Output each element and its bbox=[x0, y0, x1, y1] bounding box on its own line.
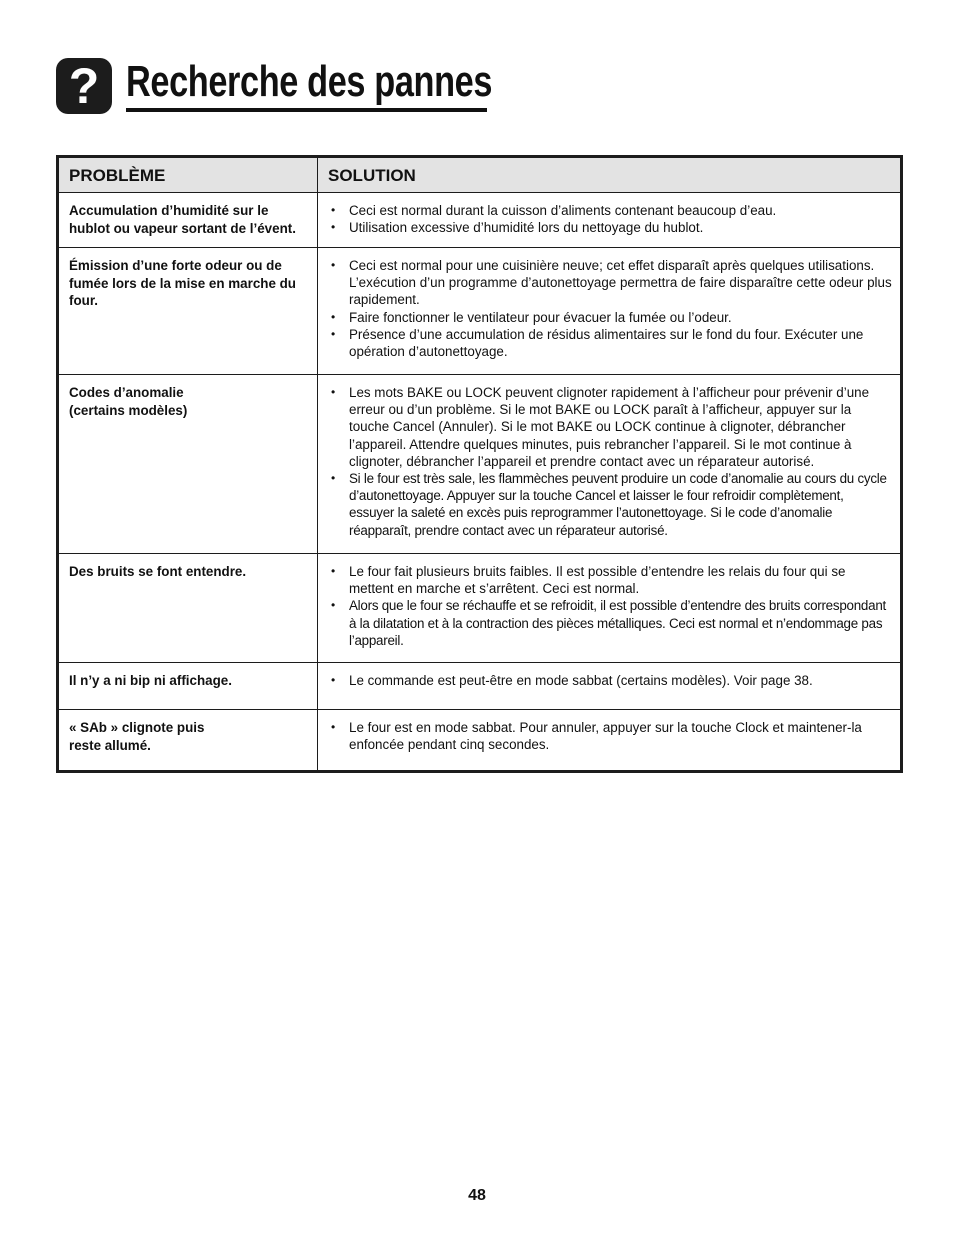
problem-cell: Il n’y a ni bip ni affichage. bbox=[58, 663, 318, 710]
table-header-row bbox=[58, 157, 902, 193]
solution-list bbox=[330, 202, 892, 236]
table-row bbox=[58, 554, 902, 663]
list-item: • Le four est en mode sabbat. Pour annuler, appuyer sur la touche Clock et maintener-la enfoncée pendant cinq secondes. bbox=[330, 719, 892, 753]
page-number: 48 bbox=[468, 1187, 486, 1204]
problem-cell bbox=[58, 710, 318, 772]
list-item: • Faire fonctionner le ventilateur pour évacuer la fumée ou l’odeur. bbox=[330, 309, 892, 326]
solution-list bbox=[330, 257, 892, 360]
problem-cell bbox=[58, 375, 318, 554]
problem-cell: Émission d’une forte odeur ou de fumée lors de la mise en marche du four. bbox=[58, 248, 318, 375]
solution-list bbox=[330, 384, 892, 539]
problem-cell: Accumulation d’humidité sur le hublot ou vapeur sortant de l’évent. bbox=[58, 193, 318, 248]
table-row bbox=[58, 663, 902, 710]
title-underline bbox=[126, 108, 487, 112]
problem-line: Codes d’anomalie bbox=[69, 385, 184, 400]
solution-cell bbox=[318, 248, 902, 375]
list-item: • Utilisation excessive d’humidité lors du nettoyage du hublot. bbox=[330, 219, 892, 236]
solution-list bbox=[330, 563, 892, 649]
list-item: • Les mots BAKE ou LOCK peuvent clignoter rapidement à l’afficheur pour prévenir d’une erreur ou d’un problème. Si le mot BAKE ou LOCK paraît à l’afficheur, appuyer sur la touche Cancel (Annuler). Si le mot BAKE ou LOCK continue à clignoter, débrancher l’appareil. Attendre quelques minutes, puis rebrancher l’appareil. Si le mot continue à clignoter, débrancher l’appareil et prendre contact avec un réparateur autorisé. bbox=[330, 384, 892, 470]
list-item: • Présence d’une accumulation de résidus alimentaires sur le fond du four. Exécuter une opération d’autonettoyage. bbox=[330, 326, 892, 360]
column-header-problem: PROBLÈME bbox=[58, 157, 318, 193]
page-title: Recherche des pannes bbox=[126, 57, 493, 106]
problem-line: reste allumé. bbox=[69, 737, 151, 753]
problem-line: (certains modèles) bbox=[69, 402, 188, 418]
solution-cell bbox=[318, 663, 902, 710]
solution-cell bbox=[318, 193, 902, 248]
list-item: • Ceci est normal durant la cuisson d’aliments contenant beaucoup d’eau. bbox=[330, 202, 892, 219]
question-mark-icon: ? bbox=[56, 58, 112, 114]
page-header bbox=[56, 56, 496, 116]
list-item: • Le commande est peut-être en mode sabbat (certains modèles). Voir page 38. bbox=[330, 672, 892, 689]
solution-cell bbox=[318, 710, 902, 772]
list-item: • Le four fait plusieurs bruits faibles. Il est possible d’entendre les relais du four qui se mettent en marche et s’arrêtent. Ceci est normal. bbox=[330, 563, 892, 597]
problem-line: « SAb » clignote puis bbox=[69, 720, 205, 735]
solution-list bbox=[330, 719, 892, 753]
list-item: • Ceci est normal pour une cuisinière neuve; cet effet disparaît après quelques utilisations. L’exécution d’un programme d’autonettoyage permettra de faire disparaître cette odeur plus rapidement. bbox=[330, 257, 892, 309]
table-row bbox=[58, 710, 902, 772]
table-row bbox=[58, 193, 902, 248]
troubleshooting-table bbox=[56, 155, 903, 773]
list-item: • Si le four est très sale, les flammèches peuvent produire un code d’anomalie au cours du cycle d’autonettoyage. Appuyer sur la touche Cancel et laisser le four refroidir complètement, essuyer la saleté en excès puis reprogrammer l’autonettoyage. Si le code d’anomalie réapparaît, prendre contact avec un réparateur autorisé. bbox=[330, 470, 892, 539]
table-row bbox=[58, 375, 902, 554]
table-row bbox=[58, 248, 902, 375]
problem-cell: Des bruits se font entendre. bbox=[58, 554, 318, 663]
solution-list bbox=[330, 672, 892, 689]
solution-cell bbox=[318, 375, 902, 554]
column-header-solution: SOLUTION bbox=[318, 157, 902, 193]
list-item: • Alors que le four se réchauffe et se refroidit, il est possible d’entendre des bruits correspondant à la dilatation et à la contraction des pièces métalliques. Ceci est normal et n’endommage pas l’appareil. bbox=[330, 597, 892, 649]
solution-cell bbox=[318, 554, 902, 663]
